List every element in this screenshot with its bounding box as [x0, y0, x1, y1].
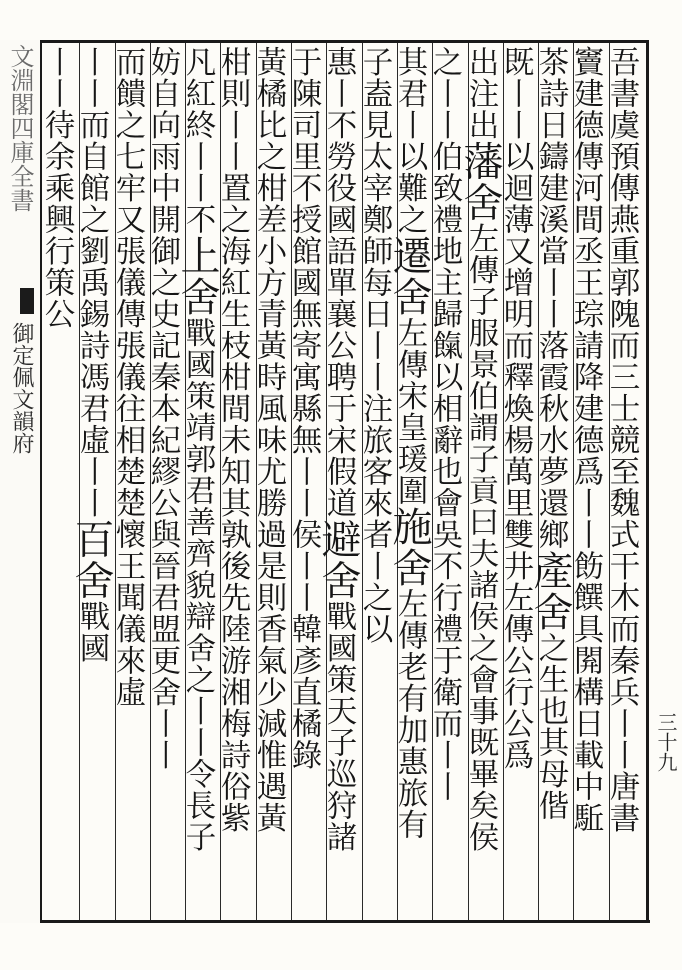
text-segment: 丨丨 [39, 46, 74, 109]
text-column-11 [251, 46, 290, 916]
text-segment: 丨丨 [604, 707, 639, 771]
text-segment: 丨丨 [533, 266, 568, 330]
text-segment: 丨丨 [74, 455, 109, 519]
text-segment: 韓彥直橘錄 [286, 613, 321, 771]
text-segment: 丨丨 [215, 109, 250, 172]
text-segment: 妨自向雨中開 [145, 46, 180, 235]
text-segment: 其君 [392, 46, 427, 109]
text-column-10 [286, 46, 325, 916]
text-segment: 凡紅終 [180, 46, 215, 141]
text-segment: 鄭師每日 [357, 203, 392, 330]
text-segment: 柑則 [215, 46, 250, 109]
text-segment: 丨丨 [286, 550, 321, 613]
text-segment: 左傳公行公爲 [498, 581, 533, 771]
text-column-15 [110, 46, 149, 916]
text-segment: 出注出 [463, 46, 498, 141]
frame-top-border [40, 40, 648, 43]
headword: 舍 [527, 591, 573, 632]
text-segment: 丨 [357, 550, 392, 582]
text-segment: 丨丨 [427, 739, 462, 802]
text-segment: 戰國策天子巡狩諸 [321, 600, 356, 853]
text-segment: 惠 [321, 46, 356, 78]
text-segment: 落霞秋水夢還鄉 [533, 329, 568, 550]
text-column-7 [386, 46, 432, 916]
text-segment: 丨 [321, 77, 356, 109]
headword: 上舍 [174, 235, 220, 317]
margin-book-title: 御定佩文韻府 [9, 322, 34, 454]
text-column-16 [68, 46, 114, 916]
text-segment: 茶詩日鑄建溪當 [533, 46, 568, 267]
text-segment: 之生也其母偕 [533, 632, 568, 821]
margin-library-header: 文淵閣四庫全書 [6, 44, 34, 212]
text-segment: 而自館之劉禹錫詩馮君虛 [74, 109, 109, 456]
text-column-14 [145, 46, 184, 916]
text-segment: 不勞役國語單襄公聘于宋假道 [321, 109, 356, 519]
text-segment: 于陳司里不授館國無寄寓縣無 [286, 46, 321, 456]
text-segment: 丨丨 [498, 77, 533, 141]
text-column-1 [604, 46, 643, 916]
headword: 施舍 [386, 506, 432, 588]
text-segment: 不 [180, 203, 215, 235]
text-segment: 策公 [39, 266, 74, 330]
text-column-6 [427, 46, 466, 916]
text-segment: 既 [498, 46, 533, 78]
text-column-4 [498, 46, 537, 916]
text-segment: 注旅客來者 [357, 392, 392, 550]
headword: 百舍 [68, 518, 114, 601]
text-segment: 侯 [286, 518, 321, 550]
text-segment: 丨丨 [357, 329, 392, 393]
text-segment: 左傳宋皇瑗圍 [392, 317, 427, 506]
text-segment: 丨丨 [145, 707, 180, 771]
text-segment: 令長子 [180, 758, 215, 853]
frame-right-border [646, 40, 649, 923]
text-segment: 丨 [392, 109, 427, 141]
text-segment: 御之史記秦本紀繆公與晉君盟更舍 [145, 235, 180, 708]
text-segment: 之以 [357, 581, 392, 645]
text-column-13 [174, 46, 220, 916]
text-segment: 伯致禮地主歸餼以相辭也會吳不行禮于衛而 [427, 140, 462, 739]
text-segment: 之 [427, 46, 462, 78]
headword: 產 [527, 550, 573, 591]
text-segment: 以難之 [392, 140, 427, 235]
headword: 藩舍 [457, 140, 503, 223]
text-segment: 以迴薄又增明而釋煥楊萬里雙井 [498, 140, 533, 582]
text-column-2 [568, 46, 607, 916]
text-segment: 子盍見太宰 [357, 46, 392, 204]
text-column-9 [315, 46, 361, 916]
text-segment: 丨丨 [74, 46, 109, 109]
headword: 遷舍 [386, 235, 432, 317]
text-column-5 [457, 46, 503, 916]
text-segment: 丨丨 [180, 140, 215, 204]
text-segment: 吾書虞預傳燕重郭隗而三士競至魏式干木而秦兵 [604, 46, 639, 708]
text-segment: 丨丨 [180, 695, 215, 758]
text-segment: 而饋之七牢又張儀傳張儀往相楚楚懷王聞儀來虛 [110, 46, 145, 708]
text-segment: 戰國策靖郭君善齊貌辯舍之 [180, 317, 215, 695]
text-segment: 置之海紅生枝柑間未知其孰後先陸游湘梅詩俗紫 [215, 172, 250, 834]
margin-black-fishtail [20, 288, 34, 314]
text-segment: 丨丨 [568, 487, 603, 550]
text-segment: 飭饌具閞構日載中駈 [568, 550, 603, 834]
headword: 避舍 [315, 518, 361, 601]
text-segment: 戰國 [74, 600, 109, 664]
text-segment: 待余乘興行 [39, 109, 74, 267]
text-segment: 唐書 [604, 770, 639, 834]
frame-bottom-border [40, 920, 650, 923]
text-segment: 丨丨 [427, 77, 462, 141]
text-segment: 竇建德傳河間丞王琮請降建德爲 [568, 46, 603, 487]
text-column-8 [357, 46, 396, 916]
text-segment: 左傳老有加惠旅有 [392, 588, 427, 840]
text-segment: 左傳子服景伯謂子貢曰夫諸侯之會事既畢矣侯 [463, 222, 498, 853]
text-column-3 [527, 46, 573, 916]
text-segment: 黃橘比之柑差小方青黃時風味尤勝過是則香氣少減惟遇黃 [251, 46, 286, 834]
text-column-17 [39, 46, 78, 916]
page-number: 三十九 [654, 712, 678, 772]
text-segment: 丨丨 [286, 455, 321, 519]
text-column-12 [215, 46, 254, 916]
